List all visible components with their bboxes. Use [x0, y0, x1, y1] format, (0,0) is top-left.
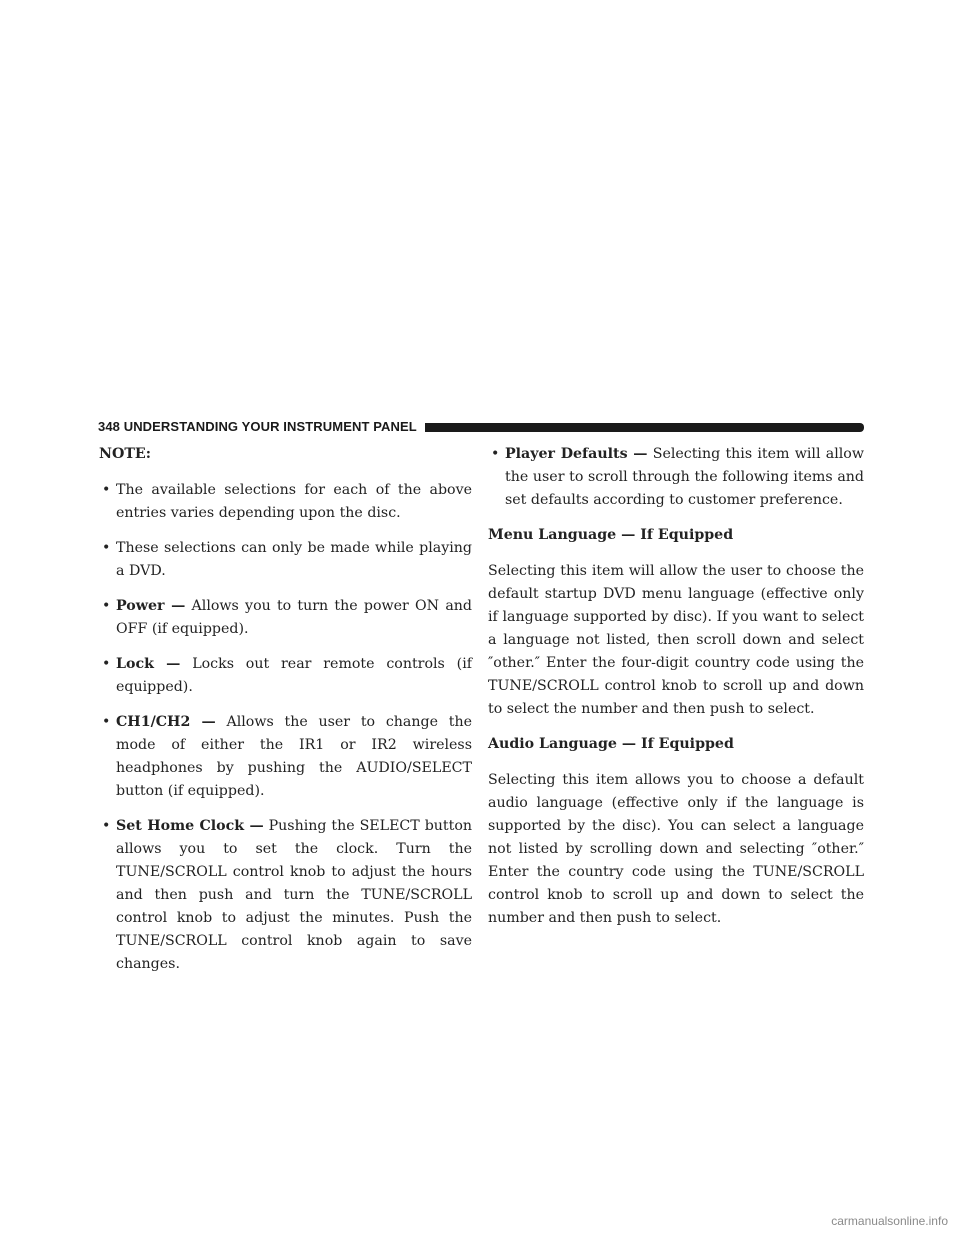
page-header-title: 348 UNDERSTANDING YOUR INSTRUMENT PANEL — [98, 419, 417, 434]
bullet-term: Player Defaults — — [505, 446, 648, 462]
bullet-icon: • — [102, 598, 111, 614]
audio-language-heading: Audio Language — If Equipped — [488, 736, 734, 752]
bullet-item-lock — [99, 653, 472, 699]
bullet-icon: • — [102, 540, 111, 556]
bullet-item-power — [99, 595, 472, 641]
menu-language-body: Selecting this item will allow the user to choose the default startup DVD menu language (effective only if language supported by disc). If you want to select a language not listed, then scroll down and select ″other.″ Enter the four-digit country code using the TUNE/SCROLL control knob to scroll up and down to select the number and then push to select. — [488, 563, 864, 717]
right-column — [488, 443, 864, 942]
bullet-text: Locks out rear remote controls (if equipped). — [116, 656, 472, 695]
bullet-item-set-home-clock — [99, 815, 472, 976]
left-column — [99, 443, 472, 988]
menu-language-heading: Menu Language — If Equipped — [488, 527, 734, 543]
bullet-icon: • — [102, 482, 111, 498]
bullet-text: The available selections for each of the above entries varies depending upon the disc. — [116, 482, 472, 521]
bullet-term: Power — — [116, 598, 186, 614]
audio-language-body: Selecting this item allows you to choose a default audio language (effective only if the language is supported by the disc). You can select a language not listed by scrolling down and selecting ″other.″ Enter the country code using the TUNE/SCROLL control knob to scroll up and down to select the number and then push to select. — [488, 772, 864, 926]
bullet-text: Pushing the SELECT button allows you to set the clock. Turn the TUNE/SCROLL control knob to adjust the hours and then push and turn the TUNE/SCROLL control knob to adjust the minutes. Push the TUNE/SCROLL control knob again to save changes. — [116, 818, 472, 972]
bullet-text: Selecting this item will allow the user to scroll through the following items and set defaults according to customer preference. — [505, 446, 864, 508]
bullet-term: CH1/CH2 — — [116, 714, 216, 730]
bullet-term: Set Home Clock — — [116, 818, 264, 834]
bullet-icon: • — [491, 446, 500, 462]
bullet-item — [99, 537, 472, 583]
bullet-text: Allows the user to change the mode of either the IR1 or IR2 wireless headphones by pushing the AUDIO/SELECT button (if equipped). — [116, 714, 473, 799]
bullet-text: These selections can only be made while playing a DVD. — [116, 540, 472, 579]
bullet-item-player-defaults — [488, 443, 864, 512]
bullet-icon: • — [102, 714, 111, 730]
watermark-logo: carmanualsonline.info — [831, 1214, 948, 1228]
bullet-item — [99, 479, 472, 525]
bullet-text: Allows you to turn the power ON and OFF (if equipped). — [116, 598, 472, 637]
note-label: NOTE: — [99, 446, 151, 462]
page-header — [98, 418, 864, 436]
bullet-item-ch1-ch2 — [99, 711, 472, 803]
bullet-icon: • — [102, 656, 111, 672]
header-rule — [425, 423, 864, 432]
bullet-term: Lock — — [116, 656, 181, 672]
bullet-icon: • — [102, 818, 111, 834]
